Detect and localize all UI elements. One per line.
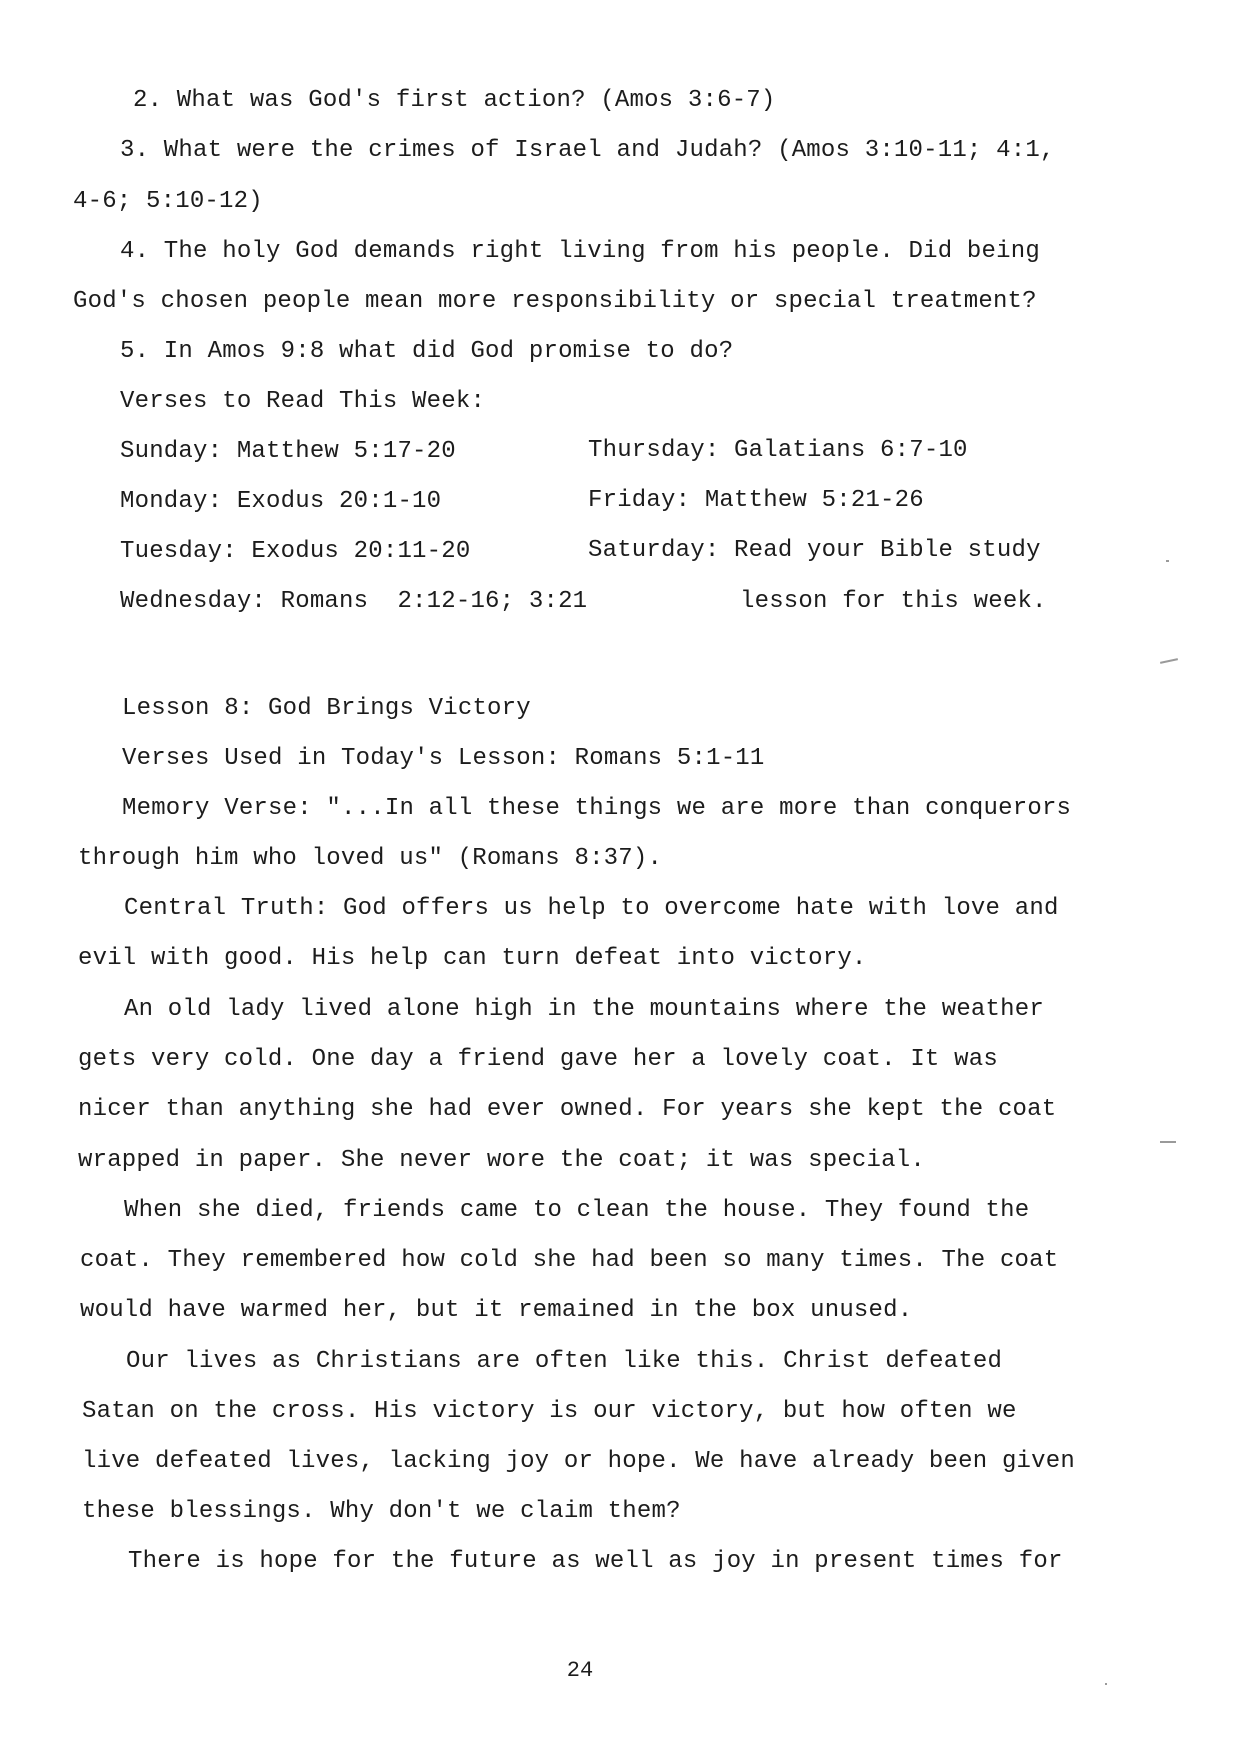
- memory-verse-line-2: through him who loved us" (Romans 8:37).: [78, 845, 663, 872]
- central-truth-line-1: Central Truth: God offers us help to overcome hate with love and: [124, 895, 1059, 922]
- question-4-line-1: 4. The holy God demands right living from his people. Did being: [120, 238, 1040, 265]
- lesson-verses-used: Verses Used in Today's Lesson: Romans 5:1-11: [122, 745, 765, 772]
- reading-monday: Monday: Exodus 20:1-10: [120, 488, 442, 515]
- paragraph-1-line-4: wrapped in paper. She never wore the coat; it was special.: [78, 1147, 925, 1174]
- lesson-title: Lesson 8: God Brings Victory: [122, 695, 531, 722]
- reading-friday: Friday: Matthew 5:21-26: [588, 487, 924, 514]
- paragraph-3-line-4: these blessings. Why don't we claim them?: [82, 1498, 681, 1525]
- question-3-line-1: 3. What were the crimes of Israel and Judah? (Amos 3:10-11; 4:1,: [120, 137, 1055, 164]
- readings-heading: Verses to Read This Week:: [120, 388, 486, 415]
- question-5: 5. In Amos 9:8 what did God promise to do?: [120, 338, 734, 365]
- paragraph-1-line-3: nicer than anything she had ever owned. For years she kept the coat: [78, 1096, 1057, 1123]
- paragraph-3-line-2: Satan on the cross. His victory is our victory, but how often we: [82, 1398, 1017, 1425]
- central-truth-line-2: evil with good. His help can turn defeat into victory.: [78, 945, 867, 972]
- question-3-line-2: 4-6; 5:10-12): [73, 188, 263, 215]
- paragraph-3-line-3: live defeated lives, lacking joy or hope. We have already been given: [82, 1448, 1075, 1475]
- reading-saturday-line-1: Saturday: Read your Bible study: [588, 537, 1041, 564]
- paragraph-3-line-1: Our lives as Christians are often like this. Christ defeated: [126, 1348, 1003, 1375]
- reading-wednesday: Wednesday: Romans 2:12-16; 3:21: [120, 588, 588, 615]
- paragraph-2-line-3: would have warmed her, but it remained in the box unused.: [80, 1297, 913, 1324]
- reading-tuesday: Tuesday: Exodus 20:11-20: [120, 538, 471, 565]
- paragraph-1-line-1: An old lady lived alone high in the mountains where the weather: [124, 996, 1044, 1023]
- scan-speck: [1105, 1683, 1107, 1685]
- reading-thursday: Thursday: Galatians 6:7-10: [588, 437, 968, 464]
- paragraph-2-line-1: When she died, friends came to clean the house. They found the: [124, 1197, 1030, 1224]
- reading-saturday-line-2: lesson for this week.: [740, 588, 1047, 615]
- memory-verse-line-1: Memory Verse: "...In all these things we are more than conquerors: [122, 795, 1072, 822]
- scan-speck: [1160, 1141, 1176, 1143]
- paragraph-1-line-2: gets very cold. One day a friend gave her a lovely coat. It was: [78, 1046, 998, 1073]
- question-2: 2. What was God's first action? (Amos 3:6-7): [133, 87, 776, 114]
- scan-speck: [1166, 560, 1169, 562]
- question-4-line-2: God's chosen people mean more responsibility or special treatment?: [73, 288, 1037, 315]
- scan-speck: [1160, 658, 1178, 664]
- paragraph-4-line-1: There is hope for the future as well as joy in present times for: [128, 1548, 1063, 1575]
- page-number: 24: [566, 1658, 594, 1683]
- paragraph-2-line-2: coat. They remembered how cold she had been so many times. The coat: [80, 1247, 1059, 1274]
- reading-sunday: Sunday: Matthew 5:17-20: [120, 438, 456, 465]
